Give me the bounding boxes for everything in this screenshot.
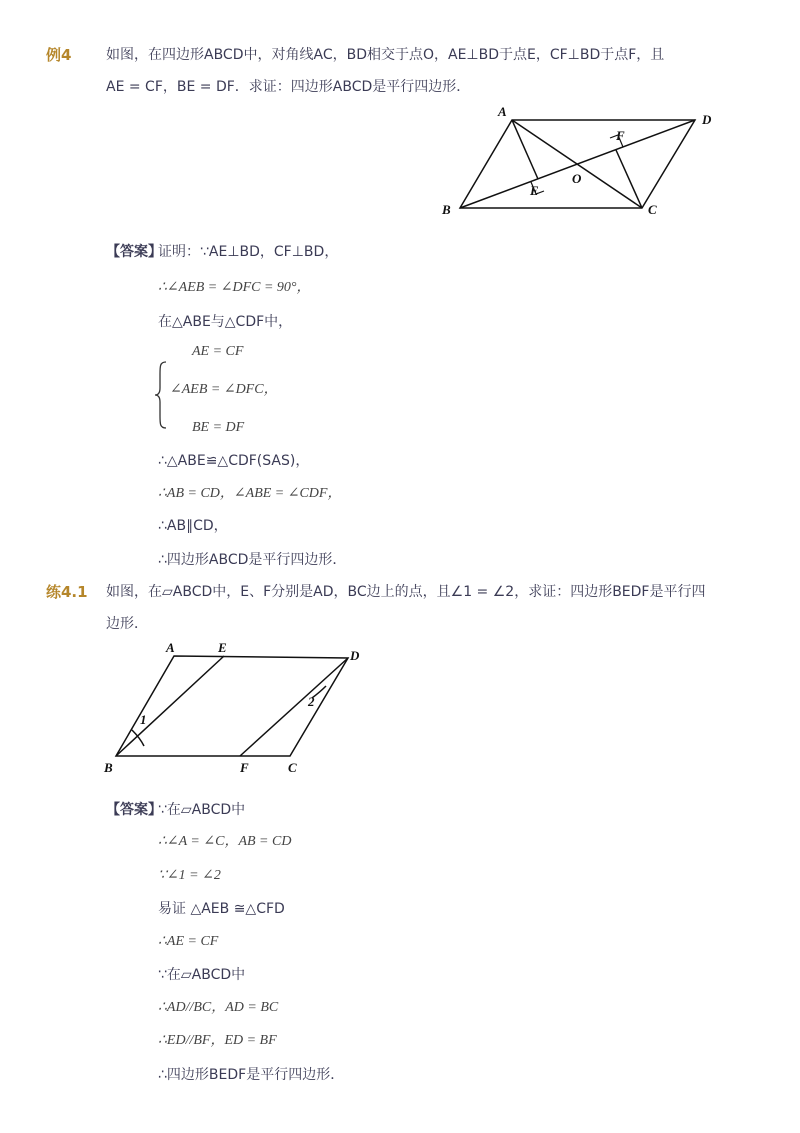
ex4-label-o: O xyxy=(572,171,582,186)
example-4-step-2: ∴∠AEB = ∠DFC = 90°， xyxy=(158,280,311,295)
ex41-label-angle-2: 2 xyxy=(308,694,315,709)
example-4-system-line-3: BE = DF xyxy=(192,420,245,435)
example-4-system-line-2: ∠AEB = ∠DFC， xyxy=(170,382,278,397)
ex4-label-c: C xyxy=(648,202,657,217)
example-4-question-line-2: AE = CF，BE = DF．求证：四边形ABCD是平行四边形． xyxy=(106,79,471,95)
ex4-label-a: A xyxy=(498,104,507,119)
example-4-step-7: ∴△ABE≌△CDF(SAS)， xyxy=(158,453,310,469)
exercise-4-1-step-3: ∵∠1 = ∠2 xyxy=(158,868,221,883)
example-4-system-line-1: AE = CF xyxy=(192,344,244,359)
example-4-figure xyxy=(430,100,730,225)
exercise-4-1-step-5: ∴AE = CF xyxy=(158,934,219,949)
exercise-4-1-step-4: 易证 △AEB ≅△CFD xyxy=(158,901,285,917)
example-4-step-8: ∴AB = CD，∠ABE = ∠CDF， xyxy=(158,486,342,501)
exercise-4-1-step-8: ∴ED//BF，ED = BF xyxy=(158,1033,277,1048)
ex41-label-a: A xyxy=(166,640,175,655)
exercise-4-1-step-2: ∴∠A = ∠C，AB = CD xyxy=(158,834,292,849)
ex4-label-d: D xyxy=(702,112,712,127)
left-brace xyxy=(154,360,168,430)
exercise-4-1-question-line-2: 边形． xyxy=(106,616,148,632)
ex41-label-b: B xyxy=(104,760,113,775)
exercise-4-1-answer-tag: 【答案】 xyxy=(106,802,162,818)
exercise-4-1-question-line-1: 如图，在▱ABCD中，E、F分别是AD，BC边上的点，且∠1 = ∠2，求证：四边形BEDF是平行四 xyxy=(106,584,706,600)
exercise-4-1-step-7: ∴AD//BC，AD = BC xyxy=(158,1000,279,1015)
example-4-step-9: ∴AB∥CD， xyxy=(158,518,228,534)
example-4-answer-tag: 【答案】 xyxy=(106,244,162,260)
ex41-label-c: C xyxy=(288,760,297,775)
example-4-step-10: ∴四边形ABCD是平行四边形． xyxy=(158,552,347,568)
ex41-label-angle-1: 1 xyxy=(140,712,147,727)
exercise-4-1-step-6: ∵在▱ABCD中 xyxy=(158,967,246,983)
example-4-step-1: 证明：∵AE⊥BD，CF⊥BD， xyxy=(158,244,339,260)
exercise-4-1-tag: 练4.1 xyxy=(46,583,88,601)
exercise-4-1-figure xyxy=(100,638,370,778)
example-4-question-line-1: 如图，在四边形ABCD中，对角线AC，BD相交于点O，AE⊥BD于点E，CF⊥BD于点F，且 xyxy=(106,47,665,63)
ex41-label-e: E xyxy=(218,640,227,655)
ex41-label-f: F xyxy=(240,760,249,775)
ex4-label-b: B xyxy=(442,202,451,217)
exercise-4-1-step-1: ∵在▱ABCD中 xyxy=(158,802,246,818)
ex4-label-e: E xyxy=(530,183,539,198)
example-4-step-3: 在△ABE与△CDF中， xyxy=(158,314,293,330)
example-4-tag: 例4 xyxy=(46,46,72,64)
ex4-label-f: F xyxy=(616,128,625,143)
ex41-label-d: D xyxy=(350,648,360,663)
exercise-4-1-step-9: ∴四边形BEDF是平行四边形． xyxy=(158,1067,345,1083)
